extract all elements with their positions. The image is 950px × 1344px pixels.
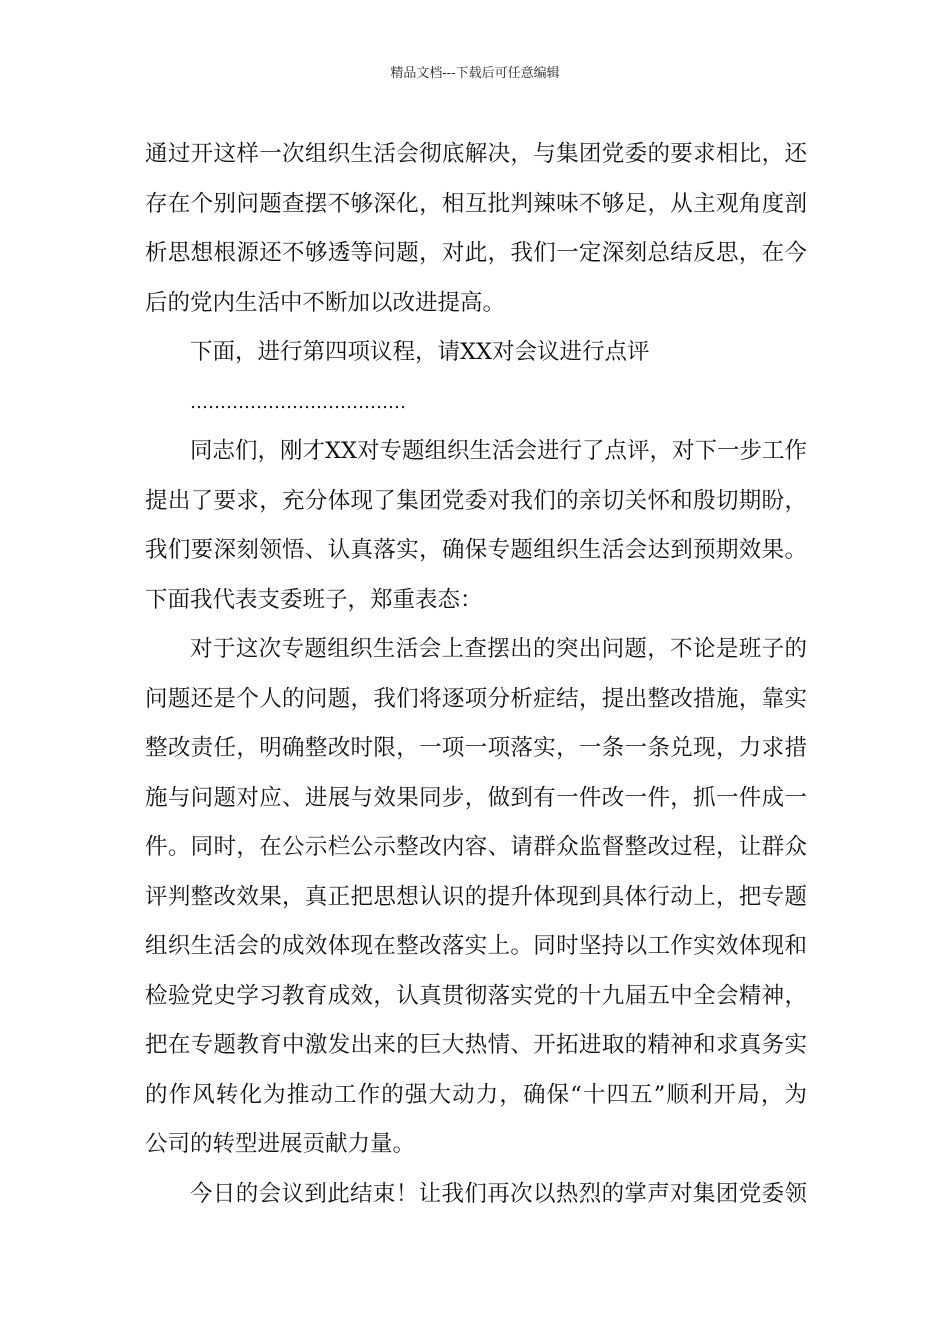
paragraph-1-line-3: 析思想根源还不够透等问题，对此，我们一定深刻总结反思，在今 xyxy=(145,240,807,266)
paragraph-4-line-10: 的作风转化为推动工作的强大动力，确保“十四五”顺利开局，为 xyxy=(145,1081,807,1108)
paragraph-3-line-3: 我们要深刻领悟、认真落实，确保专题组织生活会达到预期效果。 xyxy=(145,537,807,563)
paragraph-4-line-8: 检验党史学习教育成效，认真贯彻落实党的十九届五中全会精神， xyxy=(145,982,807,1009)
paragraph-1-line-2: 存在个别问题查摆不够深化，相互批判辣味不够足，从主观角度剖 xyxy=(145,190,807,217)
document-body xyxy=(145,130,807,1219)
paragraph-4-line-2: 问题还是个人的问题，我们将逐项分析症结，提出整改措施，靠实 xyxy=(145,685,807,712)
paragraph-3-line-4: 下面我代表支委班子，郑重表态： xyxy=(145,586,483,613)
paragraph-4-line-7: 组织生活会的成效体现在整改落实上。同时坚持以工作实效体现和 xyxy=(145,933,807,959)
paragraph-1-line-4: 后的党内生活中不断加以改进提高。 xyxy=(145,289,506,316)
page-header: 精品文档---下载后可任意编辑 xyxy=(390,66,560,81)
paragraph-4-line-11: 公司的转型进展贡献力量。 xyxy=(145,1131,416,1157)
paragraph-2-line-1: 下面，进行第四项议程，请XX对会议进行点评 xyxy=(190,339,650,365)
paragraph-4-line-4: 施与问题对应、进展与效果同步，做到有一件改一件，抓一件成一 xyxy=(145,784,807,811)
paragraph-4-line-3: 整改责任，明确整改时限，一项一项落实，一条一条兑现，力求措 xyxy=(145,735,807,761)
paragraph-4-line-5: 件。同时，在公示栏公示整改内容、请群众监督整改过程，让群众 xyxy=(145,834,807,860)
paragraph-3-line-1: 同志们，刚才XX对专题组织生活会进行了点评，对下一步工作 xyxy=(190,438,808,464)
paragraph-3-line-2: 提出了要求，充分体现了集团党委对我们的亲切关怀和殷切期盼， xyxy=(145,487,807,514)
ellipsis-separator: ……………………………… xyxy=(190,391,406,413)
paragraph-5-line-1: 今日的会议到此结束！让我们再次以热烈的掌声对集团党委领 xyxy=(190,1180,807,1207)
paragraph-4-line-1: 对于这次专题组织生活会上查摆出的突出问题，不论是班子的 xyxy=(190,636,807,662)
paragraph-4-line-6: 评判整改效果，真正把思想认识的提升体现到具体行动上，把专题 xyxy=(145,883,807,910)
paragraph-4-line-9: 把在专题教育中激发出来的巨大热情、开拓进取的精神和求真务实 xyxy=(145,1032,807,1058)
paragraph-1-line-1: 通过开这样一次组织生活会彻底解决，与集团党委的要求相比，还 xyxy=(145,141,807,167)
